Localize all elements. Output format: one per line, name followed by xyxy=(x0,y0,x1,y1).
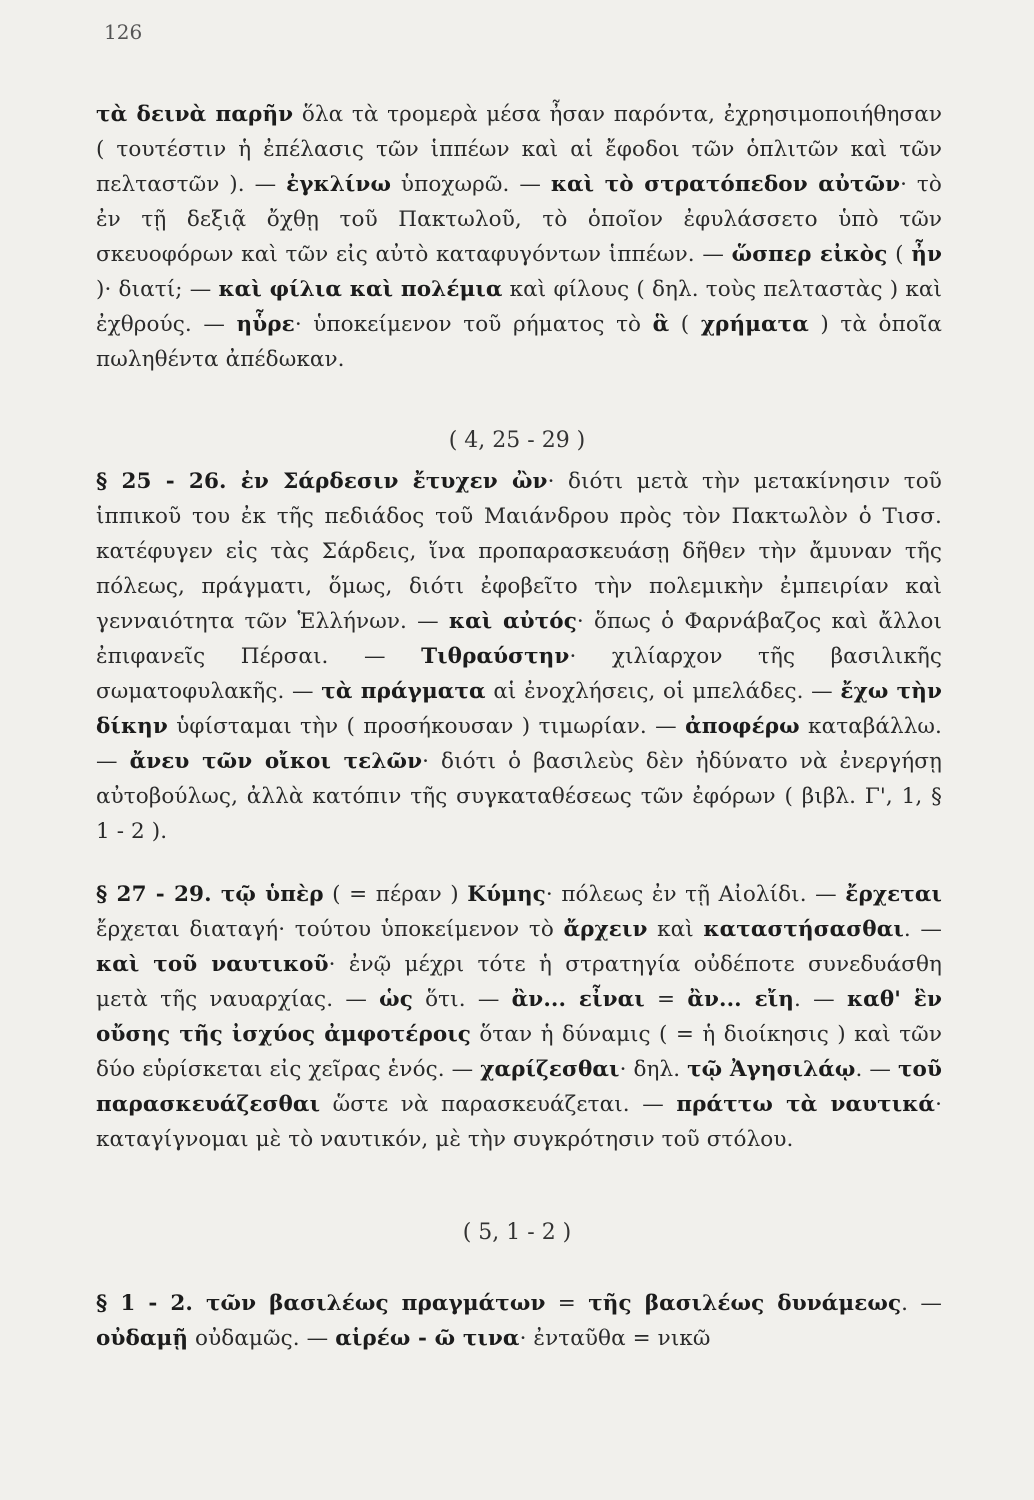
gloss: καταβάλλω. — xyxy=(96,714,942,774)
section-heading: ( 5, 1 - 2 ) xyxy=(462,1220,572,1245)
gloss: ( xyxy=(887,242,912,267)
lemma: καταστήσασθαι xyxy=(703,917,904,942)
gloss: · διότι ὁ βασιλεὺς δὲν ἠδύνατο νὰ ἐνεργήσῃ αὐτοβούλως, ἀλλὰ κατόπιν τῆς συγκαταθέσεως τῶν ἐφόρων ( βιβλ. Γ', 1, § 1 - 2 ). xyxy=(96,749,942,844)
lemma: Κύμης xyxy=(467,882,546,907)
gloss: = xyxy=(644,987,688,1012)
lemma: καὶ φίλια καὶ πολέμια xyxy=(218,277,503,302)
gloss: ὥστε νὰ παρασκευάζεται. — xyxy=(320,1092,677,1117)
lemma: οὐδαμῇ xyxy=(96,1326,189,1351)
section-lemma: § 27 - 29. τῷ ὑπὲρ xyxy=(96,882,324,907)
gloss: ὑφίσταμαι τὴν ( προσήκουσαν ) τιμωρίαν. — xyxy=(167,714,686,739)
gloss: · χιλίαρχον τῆς βασιλικῆς σωματοφυλακῆς. — xyxy=(96,644,942,704)
commentary-paragraph-1 xyxy=(96,97,942,377)
lemma: Τιθραύστην xyxy=(421,644,570,669)
lemma: τὰ πράγματα xyxy=(321,679,486,704)
gloss: ( xyxy=(669,312,701,337)
page-number: 126 xyxy=(104,20,143,44)
lemma: ὡς xyxy=(379,987,413,1012)
gloss: ) τὰ ὁποῖα πωληθέντα ἀπέδωκαν. xyxy=(96,312,943,372)
lemma: χρήματα xyxy=(700,312,809,337)
lemma: ἔχω τὴν δίκην xyxy=(96,679,942,739)
gloss: οὐδαμῶς. — xyxy=(188,1326,336,1351)
lemma: τὰ δεινὰ παρῆν xyxy=(96,102,294,127)
lemma: ἀποφέρω xyxy=(685,714,800,739)
gloss: · δηλ. xyxy=(619,1057,688,1082)
commentary-paragraph-4 xyxy=(96,1286,942,1356)
lemma: ἦν xyxy=(911,242,942,267)
section-lemma: § 1 - 2. τῶν βασιλέως πραγμάτων xyxy=(96,1291,546,1316)
gloss: αἱ ἐνοχλήσεις, οἱ μπελάδες. — xyxy=(485,679,841,704)
section-heading: ( 4, 25 - 29 ) xyxy=(448,428,586,453)
lemma: ἐγκλίνω xyxy=(286,172,392,197)
gloss: ὑποχωρῶ. — xyxy=(391,172,551,197)
gloss: καὶ φίλους ( δηλ. τοὺς πελταστὰς ) καὶ ἐχθρούς. — xyxy=(96,277,943,337)
lemma: πράττω τὰ ναυτικά xyxy=(676,1092,936,1117)
gloss: ὅταν ἡ δύναμις ( = ἡ διοίκησις ) καὶ τῶν δύο εὑρίσκεται εἰς χεῖρας ἑνός. — xyxy=(96,1022,942,1082)
gloss: · ὅπως ὁ Φαρνάβαζος καὶ ἄλλοι ἐπιφανεῖς Πέρσαι. — xyxy=(96,609,942,669)
lemma: ἃ xyxy=(652,312,670,337)
lemma: τοῦ παρασκευάζεσθαι xyxy=(96,1057,942,1117)
lemma: ἂν... εἴη xyxy=(687,987,795,1012)
gloss: ἔρχεται διαταγή· τούτου ὑποκείμενον τὸ xyxy=(96,917,564,942)
section-lemma: § 25 - 26. ἐν Σάρδεσιν ἔτυχεν ὢν xyxy=(96,469,548,494)
gloss: ὅτι. — xyxy=(412,987,512,1012)
gloss: · ἐνταῦθα = νικῶ xyxy=(519,1326,711,1351)
gloss: · ὑποκείμενον τοῦ ρήματος τὸ xyxy=(294,312,653,337)
commentary-paragraph-3 xyxy=(96,877,942,1157)
lemma: ἄνευ τῶν οἴκοι τελῶν xyxy=(129,749,423,774)
lemma: καὶ αὐτός xyxy=(448,609,577,634)
gloss: · καταγίγνομαι μὲ τὸ ναυτικόν, μὲ τὴν συγκρότησιν τοῦ στόλου. xyxy=(96,1092,942,1152)
gloss: ( = πέραν ) xyxy=(323,882,468,907)
lemma: χαρίζεσθαι xyxy=(480,1057,620,1082)
lemma: αἱρέω - ῶ τινα xyxy=(335,1326,520,1351)
lemma: τῷ Ἀγησιλάῳ xyxy=(687,1057,856,1082)
lemma: καθ' ἓν οὔσης τῆς ἰσχύος ἀμφοτέροις xyxy=(96,987,942,1047)
gloss: . — xyxy=(901,1291,943,1316)
gloss: καὶ xyxy=(647,917,704,942)
lemma: ἄρχειν xyxy=(563,917,648,942)
gloss: . — xyxy=(855,1057,898,1082)
lemma: ὥσπερ εἰκὸς xyxy=(731,242,888,267)
lemma: καὶ τοῦ ναυτικοῦ xyxy=(96,952,329,977)
lemma: ἔρχεται xyxy=(845,882,942,907)
gloss: · διότι μετὰ τὴν μετακίνησιν τοῦ ἱππικοῦ του ἐκ τῆς πεδιάδος τοῦ Μαιάνδρου πρὸς τὸν Πακτωλὸν ὁ Τισσ. κατέφυγεν εἰς τὰς Σάρδεις, ἵνα προπαρασκευάσῃ δῆθεν τὴν ἄμυναν τῆς πόλεως, πράγματι, ὅμως, διότι ἐφοβεῖτο τὴν πολεμικὴν ἐμπειρίαν καὶ γενναιότητα τῶν Ἑλλήνων. — xyxy=(96,469,942,634)
gloss: · πόλεως ἐν τῇ Αἰολίδι. — xyxy=(545,882,846,907)
gloss: = xyxy=(545,1291,589,1316)
gloss: )· διατί; — xyxy=(96,277,219,302)
lemma: ἂν... εἶναι xyxy=(511,987,645,1012)
gloss: . — xyxy=(903,917,942,942)
lemma: ηὗρε xyxy=(236,312,295,337)
commentary-paragraph-2 xyxy=(96,464,942,849)
gloss: ὅλα τὰ τρομερὰ μέσα ἦσαν παρόντα, ἐχρησιμοποιήθησαν ( τουτέστιν ἡ ἐπέλασις τῶν ἱππέων καὶ αἱ ἔφοδοι τῶν ὁπλιτῶν καὶ τῶν πελταστῶν ). — xyxy=(96,102,942,197)
gloss: . — xyxy=(794,987,847,1012)
lemma: τῆς βασιλέως δυνάμεως xyxy=(588,1291,902,1316)
gloss: · τὸ ἐν τῇ δεξιᾷ ὄχθῃ τοῦ Πακτωλοῦ, τὸ ὁποῖον ἐφυλάσσετο ὑπὸ τῶν σκευοφόρων καὶ τῶν εἰς αὐτὸ καταφυγόντων ἱππέων. — xyxy=(96,172,942,267)
gloss: · ἐνῷ μέχρι τότε ἡ στρατηγία οὐδέποτε συνεδυάσθη μετὰ τῆς ναυαρχίας. — xyxy=(96,952,942,1012)
lemma: καὶ τὸ στρατόπεδον αὐτῶν xyxy=(550,172,901,197)
